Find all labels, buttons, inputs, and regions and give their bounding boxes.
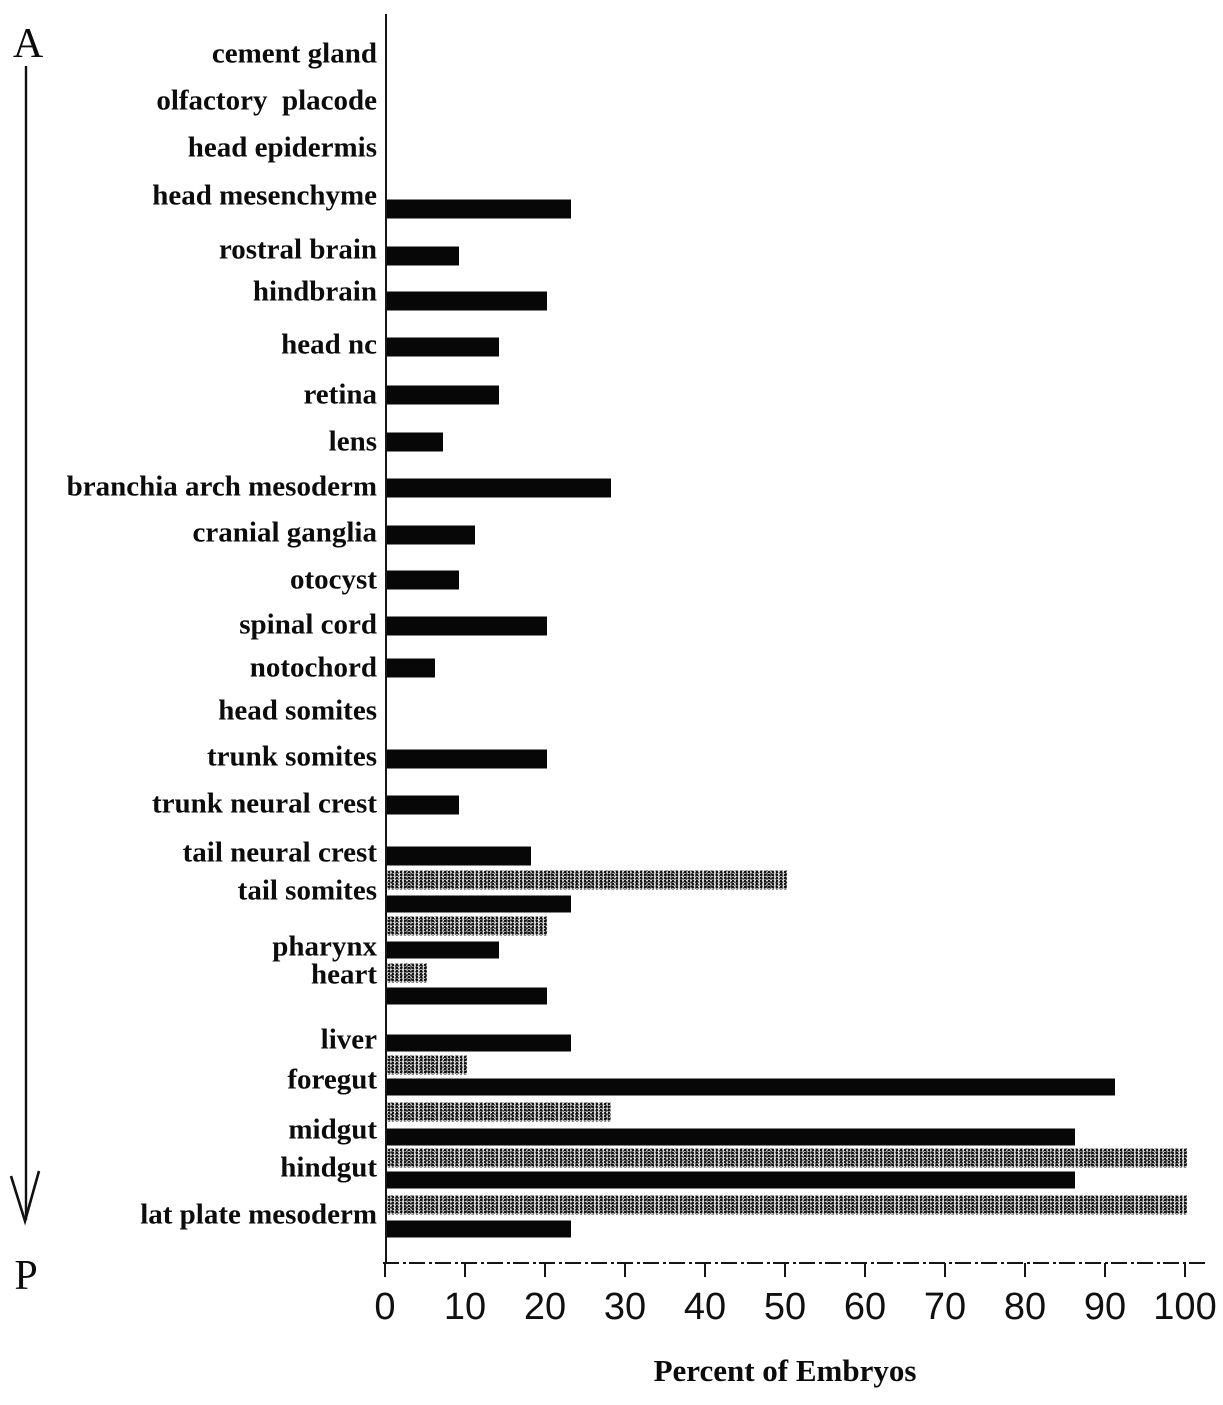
category-label-cement-gland: cement gland <box>211 37 377 70</box>
category-label-head-epidermis: head epidermis <box>187 131 377 164</box>
axis-letter-posterior: P <box>14 1253 38 1299</box>
x-tick-20 <box>544 1263 546 1277</box>
x-tick-60 <box>864 1263 866 1277</box>
x-tick-80 <box>1024 1263 1026 1277</box>
x-tick-label-90: 90 <box>1083 1286 1127 1328</box>
bar-black-trunk-neural-crest <box>387 796 459 815</box>
bar-gray-heart <box>387 964 427 983</box>
bar-gray-midgut <box>387 1103 611 1122</box>
category-label-heart: heart <box>310 958 377 991</box>
category-label-olfactory-placode: olfactory placode <box>156 84 377 117</box>
bar-black-foregut <box>387 1079 1115 1096</box>
x-tick-70 <box>944 1263 946 1277</box>
bar-black-head-mesenchyme <box>387 200 571 219</box>
category-label-notochord: notochord <box>249 651 377 684</box>
x-tick-30 <box>624 1263 626 1277</box>
category-label-liver: liver <box>320 1023 377 1056</box>
category-label-foregut: foregut <box>287 1063 377 1096</box>
x-tick-label-60: 60 <box>843 1286 887 1328</box>
bar-gray-tail-somites <box>387 871 787 890</box>
category-label-head-nc: head nc <box>281 328 377 361</box>
x-tick-50 <box>784 1263 786 1277</box>
category-label-head-somites: head somites <box>218 694 377 727</box>
x-axis-title: Percent of Embryos <box>653 1353 917 1388</box>
bar-black-notochord <box>387 659 435 678</box>
category-label-rostral-brain: rostral brain <box>218 233 377 266</box>
category-label-cranial-ganglia: cranial ganglia <box>192 516 377 549</box>
bar-black-lens <box>387 433 443 452</box>
x-tick-0 <box>384 1263 386 1277</box>
axis-letter-anterior: A <box>12 21 44 67</box>
bar-gray-pharynx <box>387 917 547 936</box>
category-label-tail-somites: tail somites <box>237 874 377 907</box>
bar-black-head-nc <box>387 338 499 357</box>
bar-black-retina <box>387 386 499 405</box>
bar-black-pharynx <box>387 942 499 959</box>
bar-black-trunk-somites <box>387 750 547 769</box>
bar-black-cranial-ganglia <box>387 526 475 545</box>
category-label-lat-plate-mesoderm: lat plate mesoderm <box>140 1198 377 1231</box>
x-tick-40 <box>704 1263 706 1277</box>
x-tick-label-50: 50 <box>763 1286 807 1328</box>
category-label-spinal-cord: spinal cord <box>239 608 377 641</box>
category-label-tail-neural-crest: tail neural crest <box>182 836 377 869</box>
category-label-hindbrain: hindbrain <box>252 275 377 308</box>
bar-black-rostral-brain <box>387 247 459 266</box>
category-label-branchia-arch-mesoderm: branchia arch mesoderm <box>66 470 377 503</box>
bar-black-midgut <box>387 1129 1075 1146</box>
category-label-retina: retina <box>303 378 377 411</box>
bar-black-liver <box>387 1035 571 1052</box>
x-tick-label-80: 80 <box>1003 1286 1047 1328</box>
x-tick-label-20: 20 <box>523 1286 567 1328</box>
x-tick-100 <box>1184 1263 1186 1277</box>
category-label-pharynx: pharynx <box>272 930 377 963</box>
category-label-otocyst: otocyst <box>290 563 377 596</box>
bar-black-branchia-arch-mesoderm <box>387 479 611 498</box>
x-tick-label-70: 70 <box>923 1286 967 1328</box>
category-label-midgut: midgut <box>288 1113 377 1146</box>
x-tick-label-30: 30 <box>603 1286 647 1328</box>
bar-black-heart <box>387 988 547 1005</box>
bar-black-hindgut <box>387 1172 1075 1189</box>
bar-gray-hindgut <box>387 1149 1187 1168</box>
bar-black-otocyst <box>387 571 459 590</box>
x-tick-label-10: 10 <box>443 1286 487 1328</box>
x-tick-label-0: 0 <box>374 1286 396 1328</box>
bar-black-tail-somites <box>387 896 571 913</box>
x-tick-label-100: 100 <box>1153 1286 1217 1328</box>
bar-black-spinal-cord <box>387 617 547 636</box>
x-axis-line <box>383 1262 1205 1264</box>
category-label-trunk-neural-crest: trunk neural crest <box>151 787 377 820</box>
bar-gray-foregut <box>387 1056 467 1075</box>
x-tick-10 <box>464 1263 466 1277</box>
category-label-trunk-somites: trunk somites <box>207 740 377 773</box>
category-label-hindgut: hindgut <box>280 1151 377 1184</box>
bar-black-tail-neural-crest <box>387 847 531 866</box>
x-tick-label-40: 40 <box>683 1286 727 1328</box>
bar-gray-lat-plate-mesoderm <box>387 1196 1187 1215</box>
bar-black-lat-plate-mesoderm <box>387 1221 571 1238</box>
x-tick-90 <box>1104 1263 1106 1277</box>
bar-black-hindbrain <box>387 292 547 311</box>
category-label-lens: lens <box>328 425 377 458</box>
category-label-head-mesenchyme: head mesenchyme <box>152 179 377 212</box>
